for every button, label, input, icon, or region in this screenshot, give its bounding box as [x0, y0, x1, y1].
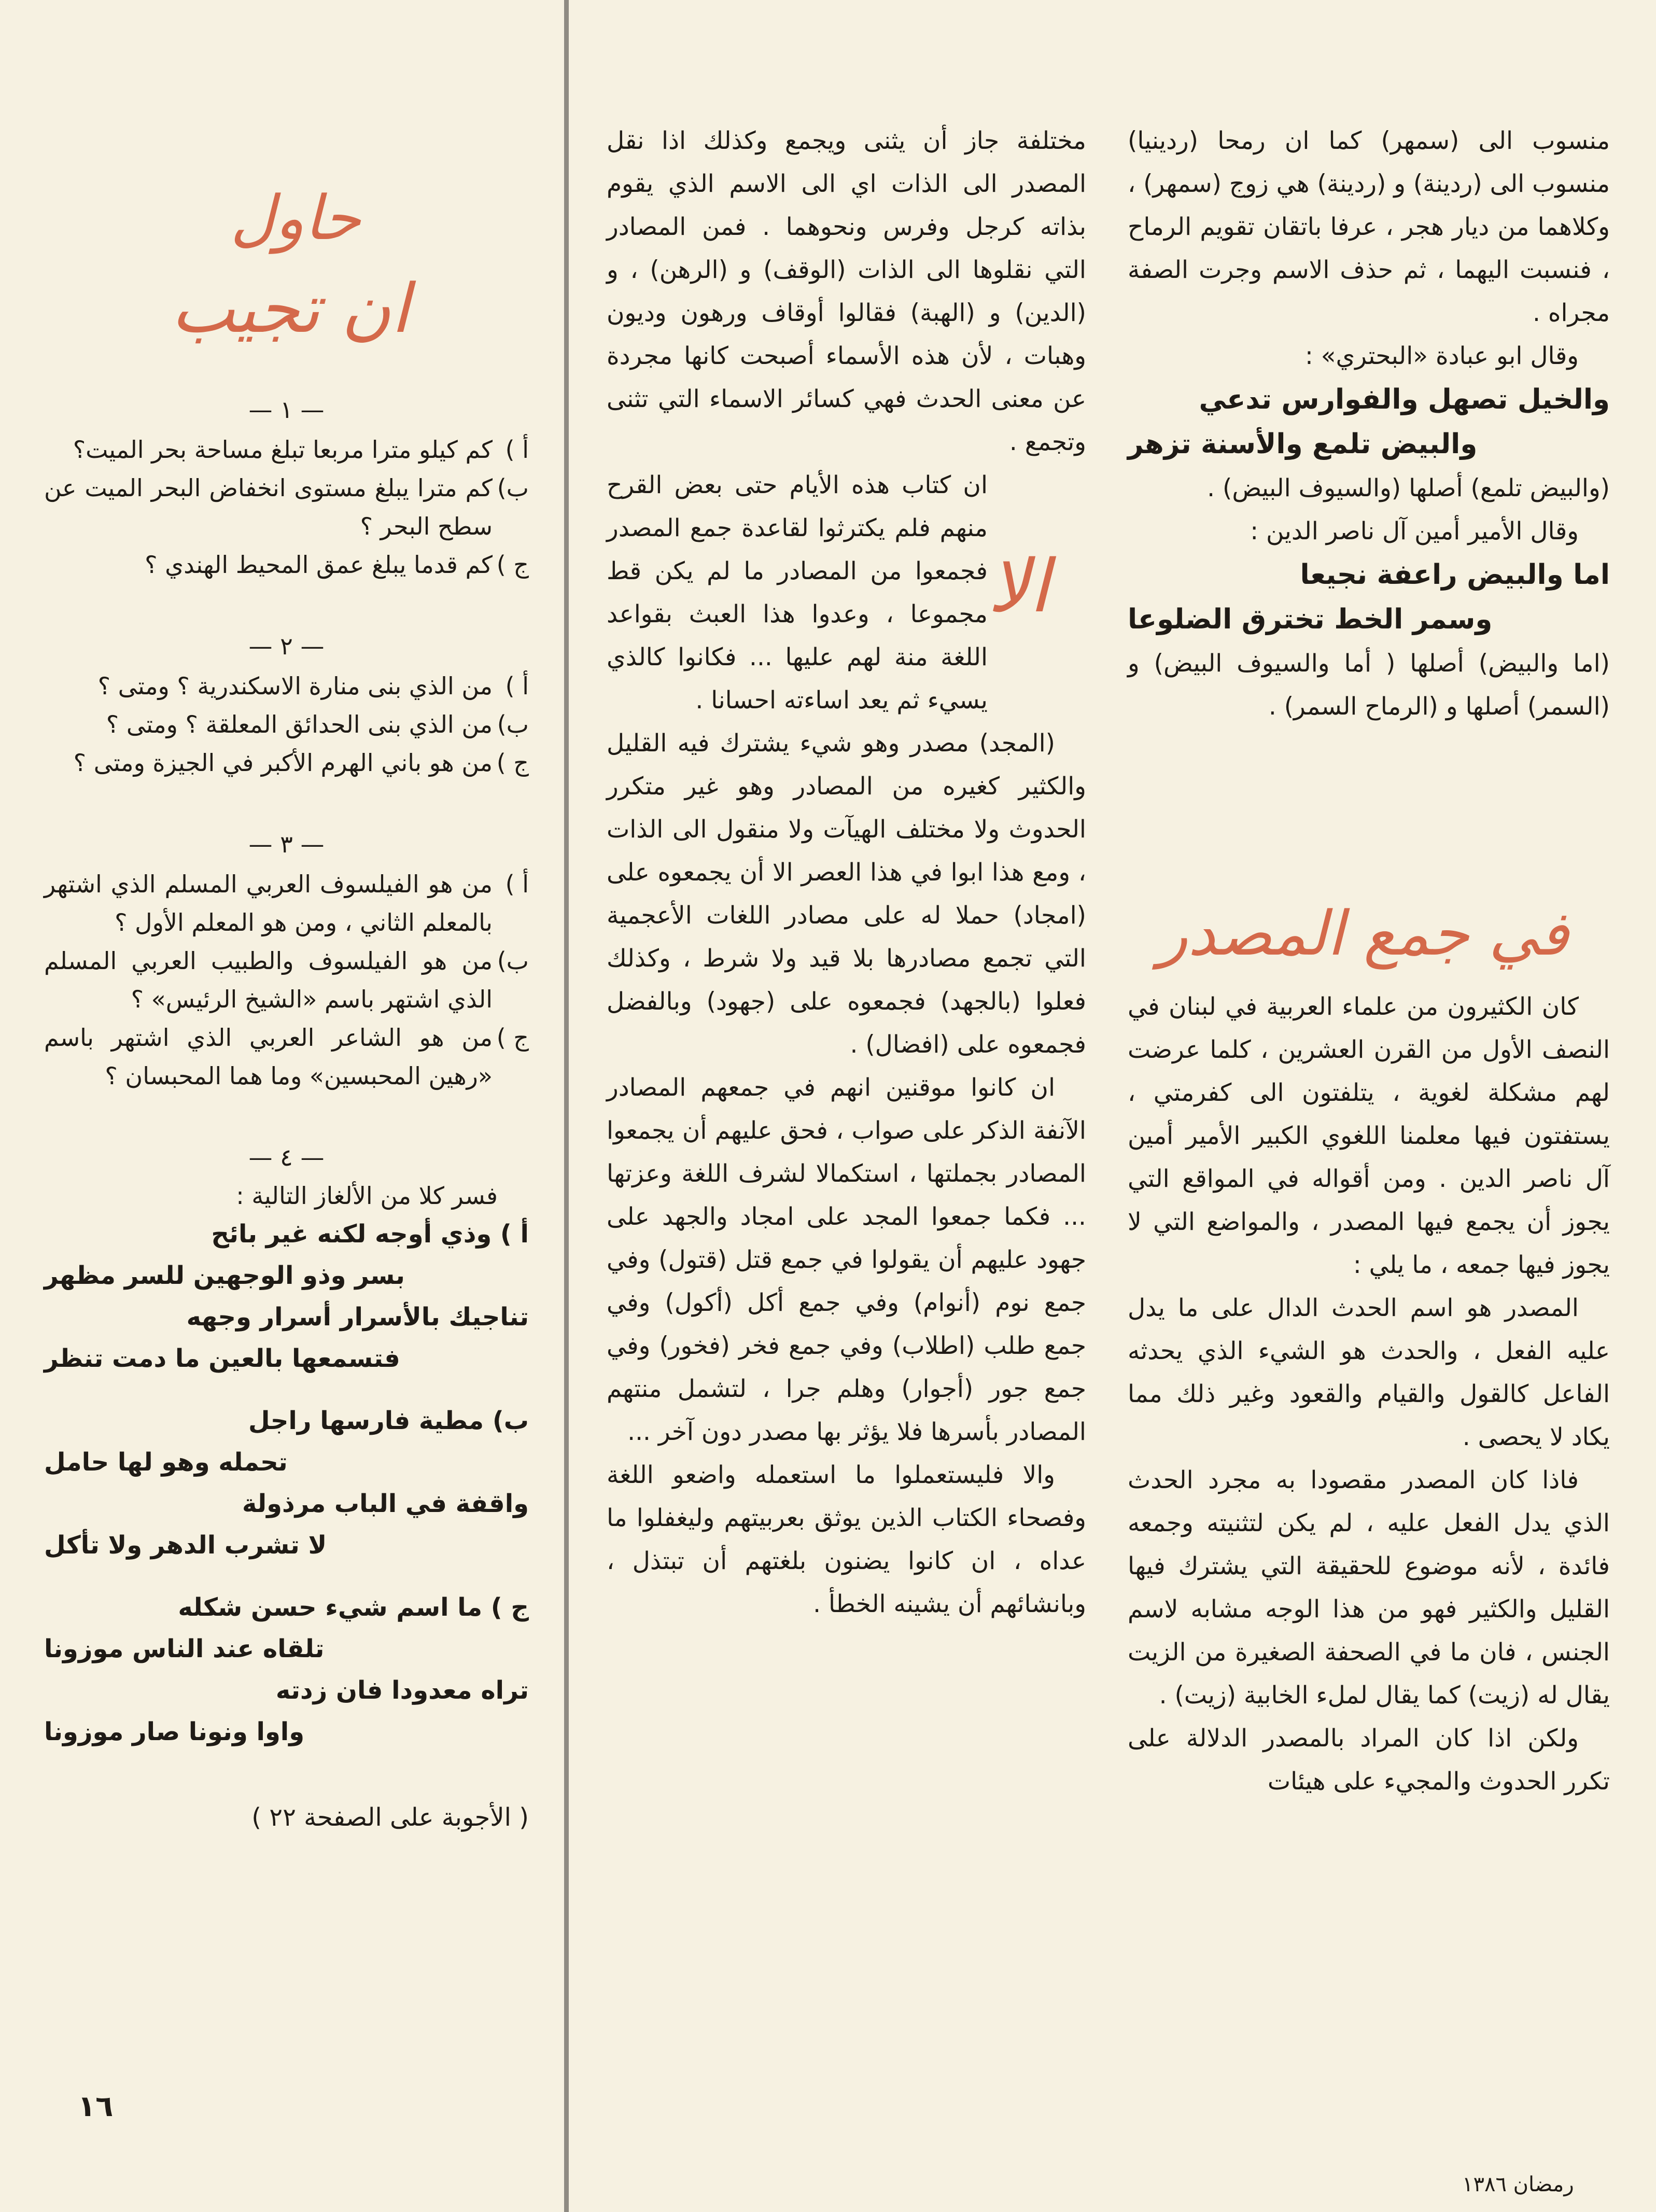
- riddle-line: تحمله وهو لها حامل: [44, 1448, 288, 1477]
- paragraph: (اما والبيض) أصلها ( أما والسيوف البيض) و (السمر) أصلها و (الرماح السمر) .: [1128, 649, 1610, 721]
- page-number: ١٦: [78, 2090, 114, 2123]
- paragraph: ولكن اذا كان المراد بالمصدر الدلالة على تكرر الحدوث والمجيء على هيئات: [1128, 1724, 1610, 1796]
- paragraph: (المجد) مصدر وهو شيء يشترك فيه القليل والكثير كغيره من المصادر وهو غير متكرر الحدوث ولا مختلف الهيآت ولا منقول الى الذات ، ومع هذا ابوا في هذا العصر الا أن يجمعوه على (امجاد) حملا له على مصادر اللغات الأعجمية التي تجمع مصادرها بلا قيد ولا شرط ، وكذلك فعلوا (بالجهد) فجمعوه على (جهود) وبالفضل فجمعوه على (افضال) .: [607, 729, 1086, 1059]
- riddle-line: تناجيك بالأسرار أسرار وجهه: [186, 1303, 529, 1332]
- paragraph: ان كانوا موقنين انهم في جمعهم المصادر الآنفة الذكر على صواب ، فحق عليهم أن يجمعوا المصادر بجملتها ، استكمالا لشرف اللغة وعزتها ... فكما جمعوا المجد على امجاد والجهد على جهود عليهم أن يقولوا في جمع قتل (قتول) وفي جمع نوم (أنوام) وفي جمع أكل (أكول) وفي جمع طلب (اطلاب) وفي جمع فخر (فخور) وفي جمع جور (أجوار) وهلم جرا ، لتشمل منتهم المصادر بأسرها فلا يؤثر بها مصدر دون آخر ...: [607, 1073, 1086, 1446]
- question-label: ج ): [496, 749, 529, 777]
- question: [44, 545, 529, 584]
- question: [44, 705, 529, 744]
- verse-line: وسمر الخط تخترق الضلوعا: [1128, 604, 1493, 635]
- quiz-column: [44, 384, 529, 1836]
- question: [44, 744, 529, 782]
- quiz-title-line2: ان تجيب: [171, 269, 410, 348]
- question-label: ج ): [496, 551, 529, 579]
- question: [44, 469, 529, 545]
- section-number: — ٣ —: [248, 830, 325, 858]
- quiz-title-line1: حاول: [230, 182, 361, 254]
- riddle-line: فتسمعها بالعين ما دمت تنظر: [44, 1344, 400, 1373]
- article-heading: في جمع المصدر: [1158, 898, 1569, 969]
- question-label: ب): [497, 947, 529, 975]
- riddle-intro: فسر كلا من الألغاز التالية :: [236, 1182, 498, 1210]
- question: [44, 942, 529, 1018]
- paragraph: والا فليستعملوا ما استعمله واضعو اللغة وفصحاء الكتاب الذين يوثق بعربيتهم وليغفلوا ما عداه ، ان كانوا يضنون بلغتهم أن تبتذل ، وبانشائهم أن يشينه الخطأ .: [607, 1461, 1086, 1618]
- question-text: كم قدما يبلغ عمق المحيط الهندي ؟: [145, 551, 493, 579]
- question: [44, 865, 529, 942]
- right-column: [1128, 119, 1610, 728]
- question-text: من هو الشاعر العربي الذي اشتهر باسم «رهين المحبسين» وما هما المحبسان ؟: [44, 1024, 493, 1090]
- riddle-line: بسر وذو الوجهين للسر مظهر: [44, 1261, 405, 1290]
- riddle-line: ب) مطية فارسها راجل: [248, 1406, 529, 1435]
- paragraph: وقال الأمير أمين آل ناصر الدين :: [1250, 517, 1579, 545]
- riddle-line: واقفة في الباب مرذولة: [242, 1489, 529, 1518]
- middle-column: [607, 119, 1086, 1626]
- right-column-lower: [1128, 985, 1610, 1803]
- question-label: ب): [497, 474, 529, 502]
- question-text: من الذي بنى منارة الاسكندرية ؟ ومتى ؟: [97, 672, 493, 700]
- question: [44, 430, 529, 469]
- question: [44, 1018, 529, 1095]
- answers-note: ( الأجوبة على الصفحة ٢٢ ): [251, 1803, 529, 1832]
- riddle-line: واوا ونونا صار موزونا: [44, 1717, 305, 1746]
- question-text: كم مترا يبلغ مستوى انخفاض البحر الميت عن سطح البحر ؟: [44, 474, 493, 540]
- section-number: — ١ —: [248, 396, 325, 424]
- question-label: ج ): [496, 1024, 529, 1052]
- decorative-initial: الا: [988, 544, 1049, 629]
- question-label: أ ): [505, 436, 529, 464]
- riddle-line: أ ) وذي أوجه لكنه غير بائح: [211, 1220, 529, 1249]
- paragraph: منسوب الى (سمهر) كما ان رمحا (ردينيا) منسوب الى (ردينة) و (ردينة) هي زوج (سمهر) ، وكلاهما من ديار هجر ، عرفا باتقان تقويم الرماح ، فنسبت اليهما ، ثم حذف الاسم وجرت الصفة مجراه .: [1128, 127, 1610, 327]
- paragraph: المصدر هو اسم الحدث الدال على ما يدل عليه الفعل ، والحدث هو الشيء الذي يحدثه الفاعل كالقول والقيام والقعود وغير ذلك مما يكاد لا يحصى .: [1128, 1294, 1610, 1451]
- paragraph: وقال ابو عبادة «البحتري» :: [1304, 342, 1579, 370]
- question-label: أ ): [505, 672, 529, 700]
- riddle-line: تلقاه عند الناس موزونا: [44, 1634, 325, 1663]
- riddle-line: ج ) ما اسم شيء حسن شكله: [178, 1593, 529, 1622]
- riddle-line: لا تشرب الدهر ولا تأكل: [44, 1531, 327, 1560]
- verse-line: اما والبيض راعفة نجيعا: [1300, 559, 1610, 591]
- column-divider: [564, 0, 569, 2212]
- question: [44, 667, 529, 705]
- question-label: ب): [497, 710, 529, 738]
- paragraph: مختلفة جاز أن يثنى ويجمع وكذلك اذا نقل المصدر الى الذات اي الى الاسم الذي يقوم بذاته كرجل وفرس ونحوهما . فمن المصادر التي نقلوها الى الذات (الوقف) و (الرهن) ، و (الدين) و (الهبة) فقالوا أوقاف ورهون وديون وهبات ، لأن هذه الأسماء أصبحت كانها مجردة عن معنى الحدث فهي كسائر الاسماء التي تثنى وتجمع .: [607, 127, 1086, 456]
- section-number: — ٤ —: [248, 1143, 325, 1171]
- verse-line: والبيض تلمع والأسنة تزهر: [1128, 428, 1478, 460]
- paragraph: كان الكثيرون من علماء العربية في لبنان في النصف الأول من القرن العشرين ، كلما عرضت لهم مشكلة لغوية ، يتلفتون الى كفرمتي ، يستفتون فيها معلمنا اللغوي الكبير الأمير أمين آل ناصر الدين . ومن أقواله في المواقع التي يجوز أن يجمع فيها المصدر ، والمواضع التي لا يجوز فيها جمعه ، ما يلي :: [1128, 992, 1610, 1279]
- verse-line: والخيل تصهل والفوارس تدعي: [1199, 384, 1610, 415]
- question-text: كم كيلو مترا مربعا تبلغ مساحة بحر الميت؟: [73, 436, 493, 464]
- paragraph: (والبيض تلمع) أصلها (والسيوف البيض) .: [1207, 474, 1610, 502]
- question-label: أ ): [505, 870, 529, 898]
- question-text: من الذي بنى الحدائق المعلقة ؟ ومتى ؟: [106, 710, 493, 738]
- question-text: من هو الفيلسوف العربي المسلم الذي اشتهر بالمعلم الثاني ، ومن هو المعلم الأول ؟: [44, 870, 493, 936]
- section-number: — ٢ —: [248, 632, 325, 660]
- question-text: من هو باني الهرم الأكبر في الجيزة ومتى ؟: [73, 749, 493, 777]
- question-text: من هو الفيلسوف والطبيب العربي المسلم الذي اشتهر باسم «الشيخ الرئيس» ؟: [44, 947, 493, 1013]
- paragraph: فاذا كان المصدر مقصودا به مجرد الحدث الذي يدل الفعل عليه ، لم يكن لتثنيته وجمعه فائدة ، لأنه موضوع للحقيقة التي يشترك فيها القليل والكثير فهو من هذا الوجه مشابه لاسم الجنس ، فان ما في الصحفة الصغيرة من الزيت يقال له (زيت) كما يقال لملء الخابية (زيت) .: [1128, 1466, 1610, 1710]
- riddle-line: تراه معدودا فان زدته: [275, 1676, 529, 1705]
- paragraph: ان كتاب هذه الأيام حتى بعض القرح منهم فلم يكترثوا لقاعدة جمع المصدر فجمعوا من المصادر ما لم يكن قط مجموعا ، وعدوا هذا العبث بقواعد اللغة منة لهم عليها ... فكانوا كالذي يسيء ثم يعد اساءته احسانا .: [607, 471, 988, 715]
- issue-footer: رمضان ١٣٨٦: [1462, 2173, 1574, 2196]
